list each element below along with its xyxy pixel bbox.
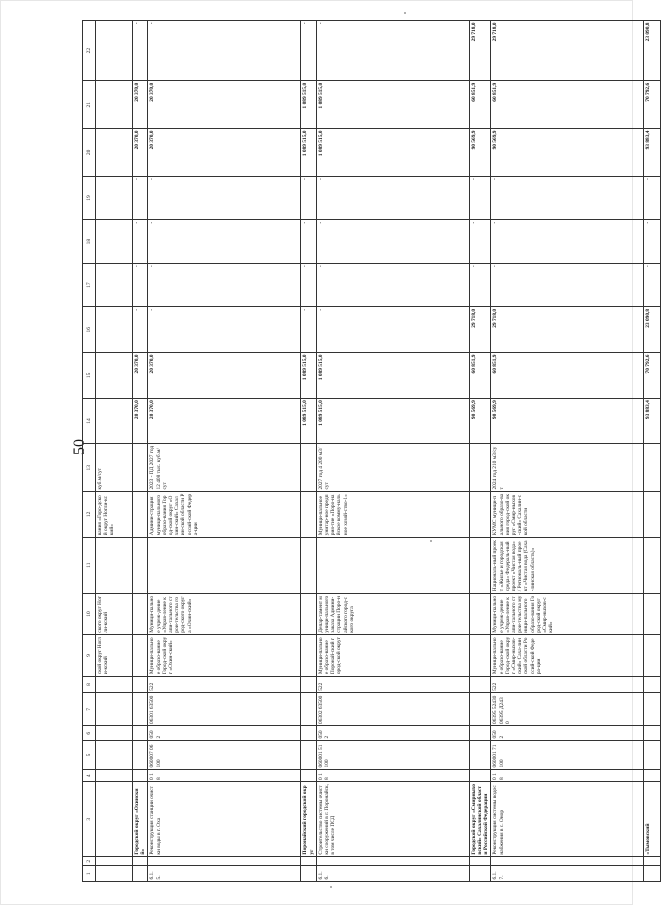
cell-c17: - (301, 263, 316, 307)
column-number: 6 (83, 726, 96, 741)
cell-c17: - (133, 263, 148, 307)
rotated-table-sheet (82, 20, 652, 882)
header-continuation-empty (96, 866, 133, 882)
cell-c3: Реконструкция системы водоснабжения в с. Онор (491, 782, 644, 857)
cell-c18: - (133, 220, 148, 264)
cell-empty (469, 537, 491, 593)
cell-c20: 1 089 515,0 (316, 129, 469, 177)
cell-c21: 1 089 515,0 (301, 81, 316, 129)
cell-c3: Строительство системы очистки сооружений в г. Поронайск, в том числе ПСД (316, 782, 469, 857)
cell-empty (301, 492, 316, 538)
cell-c12: Админи-страция муници-пального образо-вания Город-ской округ «Охин-ский» Сахалин-ской области Россий-ской Федера-ции (148, 492, 301, 538)
cell-c15: 20 370,0 (148, 353, 301, 399)
cell-c22: - (301, 21, 316, 81)
cell-empty (644, 676, 661, 693)
cell-c18: - (148, 220, 301, 264)
column-number: 17 (83, 263, 96, 307)
table-row (148, 21, 301, 882)
cell-c20: 90 569,9 (491, 129, 644, 177)
cell-c14: 93 883,4 (644, 398, 661, 444)
column-number: 8 (83, 676, 96, 693)
cell-c11 (148, 537, 301, 593)
header-continuation-empty (96, 129, 133, 177)
header-continuation-row (96, 21, 133, 882)
cell-empty (301, 593, 316, 634)
cell-empty (301, 635, 316, 676)
cell-empty (469, 635, 491, 676)
cell-c15: 60 851,9 (491, 353, 644, 399)
column-number-row (83, 21, 96, 882)
cell-c21: 60 851,9 (491, 81, 644, 129)
column-number: 1 (83, 866, 96, 882)
cell-c18: - (316, 220, 469, 264)
cell-c21: 20 370,0 (133, 81, 148, 129)
scan-speck (430, 540, 432, 542)
cell-c4: 0 1 8 (316, 770, 469, 782)
cell-c20: 20 370,0 (133, 129, 148, 177)
cell-empty (644, 635, 661, 676)
column-number: 2 (83, 857, 96, 866)
header-continuation-empty (96, 537, 133, 593)
cell-c18: - (469, 220, 491, 264)
cell-c19: - (469, 176, 491, 220)
cell-c12: Муници-пальное унитар-ное предприя-тие «Поро-найское комму-нальное хозяй-ство-1» (316, 492, 469, 538)
cell-c5: 060001 51100 (316, 740, 469, 769)
cell-c15: 1 089 515,0 (301, 353, 316, 399)
cell-c14: 1 089 515,0 (316, 398, 469, 444)
cell-c3: Поронайский городской округ (301, 782, 316, 857)
cell-empty (301, 726, 316, 741)
column-number: 9 (83, 635, 96, 676)
column-number: 21 (83, 81, 96, 129)
cell-c8: 522 (316, 676, 469, 693)
cell-c16: - (316, 307, 469, 353)
cell-c14: 1 089 515,0 (301, 398, 316, 444)
cell-empty (133, 444, 148, 492)
cell-c19: - (301, 176, 316, 220)
page-number: 50 (71, 439, 88, 455)
header-continuation-empty (96, 220, 133, 264)
cell-c9: Муници-пальное образо-вание Город-ской округ «Охин-ский» (148, 635, 301, 676)
cell-empty (133, 676, 148, 693)
header-continuation-empty (96, 263, 133, 307)
cell-c20: 20 370,0 (148, 129, 301, 177)
cell-empty (469, 676, 491, 693)
column-number: 4 (83, 770, 96, 782)
table-rotation-frame (82, 20, 652, 882)
cell-empty (133, 635, 148, 676)
group-total-row (301, 21, 316, 882)
cell-empty (301, 444, 316, 492)
cell-c6: 050 2 (316, 726, 469, 741)
cell-c15: 20 370,0 (133, 353, 148, 399)
cell-c4: 0 1 8 (148, 770, 301, 782)
cell-c9: Муници-пальное образо-вание Город-ской округ «Смир-ныхов-ский» Саха-линской области Россий-ской Федера-ции (491, 635, 644, 676)
header-continuation-empty (96, 770, 133, 782)
cell-c18: - (644, 220, 661, 264)
cell-c12: КУМС муници-пального образо-вания город-ской округ «Смир-ныхов-ский» Сахалин-ской области (491, 492, 644, 538)
cell-empty (133, 866, 148, 882)
cell-c3: Городской округ «Смирныховский» Сахалинской области Российской Федерации (469, 782, 491, 857)
cell-c20: 90 569,9 (469, 129, 491, 177)
cell-c5: 060001 71100 (491, 740, 644, 769)
header-continuation-c10: ского округ Ногли-кский (96, 593, 133, 634)
cell-empty (133, 726, 148, 741)
cell-empty (644, 726, 661, 741)
cell-empty (301, 537, 316, 593)
cell-c10: Муници-пальное учреж-дение «Управ-ление капи-тального строи-тельства муници-пального образо-вания Город-ской округ «Смир-ныхов-ский» (491, 593, 644, 634)
header-continuation-empty (96, 353, 133, 399)
cell-c7: 06301 63500 (148, 693, 301, 726)
column-number: 12 (83, 492, 96, 538)
header-continuation-empty (96, 740, 133, 769)
cell-empty (133, 593, 148, 634)
cell-c13: 2027 год 4 200 м3/сут (316, 444, 469, 492)
cell-c19: - (644, 176, 661, 220)
cell-c15: 1 089 515,0 (316, 353, 469, 399)
cell-c6: 050 2 (491, 726, 644, 741)
cell-empty (644, 593, 661, 634)
cell-empty (644, 537, 661, 593)
cell-c22: 29 718,0 (491, 21, 644, 81)
cell-c22: - (316, 21, 469, 81)
cell-c15: 70 792,6 (644, 353, 661, 399)
scan-speck (330, 886, 332, 888)
cell-c16: 29 718,0 (491, 307, 644, 353)
header-continuation-empty (96, 176, 133, 220)
column-number: 19 (83, 176, 96, 220)
column-number: 16 (83, 307, 96, 353)
group-total-row (133, 21, 148, 882)
cell-empty (316, 857, 469, 866)
cell-empty (469, 492, 491, 538)
cell-c15: 60 851,9 (469, 353, 491, 399)
table-row (491, 21, 644, 882)
cell-empty (133, 740, 148, 769)
cell-c17: - (491, 263, 644, 307)
cell-c22: - (133, 21, 148, 81)
column-number: 10 (83, 593, 96, 634)
cell-c10: Муници-пальное учреж-дение «Управ-ление капи-тального строи-тельства город-ского округа «Охин-ский» (148, 593, 301, 634)
table-body (83, 21, 661, 882)
cell-empty (644, 770, 661, 782)
cell-empty (133, 693, 148, 726)
cell-c11: Националь-ный проект «Жилье и городская среда» Федераль-ный проект «Чистая вода» / Региональ-ный проект «Чистая вода (Саха-линская область)» (491, 537, 644, 593)
column-number: 7 (83, 693, 96, 726)
cell-empty (133, 857, 148, 866)
column-number: 22 (83, 21, 96, 81)
cell-c21: 70 792,6 (644, 81, 661, 129)
cell-c19: - (491, 176, 644, 220)
cell-c14: 20 370,0 (148, 398, 301, 444)
cell-c20: 1 089 515,0 (301, 129, 316, 177)
cell-empty (133, 537, 148, 593)
cell-c16: - (133, 307, 148, 353)
cell-c3: Городской округ «Охинский» (133, 782, 148, 857)
cell-c3: «Тымовский (644, 782, 661, 857)
header-continuation-empty (96, 726, 133, 741)
cell-empty (491, 857, 644, 866)
cell-c13: 2023 - ПД 2027 год 12 408 тыс. куб.м/сут (148, 444, 301, 492)
cell-c19: - (148, 176, 301, 220)
cell-empty (644, 857, 661, 866)
cell-empty (644, 444, 661, 492)
header-continuation-empty (96, 398, 133, 444)
cell-c7: 06302 63500 (316, 693, 469, 726)
cell-empty (133, 492, 148, 538)
header-continuation-empty (96, 857, 133, 866)
cell-empty (469, 857, 491, 866)
table-row (316, 21, 469, 882)
cell-empty (469, 593, 491, 634)
cell-c18: - (491, 220, 644, 264)
cell-empty (469, 770, 491, 782)
cell-c17: - (148, 263, 301, 307)
cell-c19: - (316, 176, 469, 220)
header-continuation-empty (96, 81, 133, 129)
header-continuation-empty (96, 693, 133, 726)
header-continuation-c9: ской округ Ногли-кский (96, 635, 133, 676)
cell-c1: 6.1.6. (316, 866, 469, 882)
cell-c16: - (301, 307, 316, 353)
cell-c22: 29 718,0 (469, 21, 491, 81)
cell-c21: 20 370,0 (148, 81, 301, 129)
cell-empty (148, 857, 301, 866)
cell-empty (301, 866, 316, 882)
cell-empty (301, 770, 316, 782)
cell-empty (644, 740, 661, 769)
column-number: 13 (83, 444, 96, 492)
header-continuation-c13: куб.м/сут (96, 444, 133, 492)
header-continuation-empty (96, 782, 133, 857)
cell-empty (301, 740, 316, 769)
cell-c8: 522 (491, 676, 644, 693)
column-number: 15 (83, 353, 96, 399)
cell-empty (469, 693, 491, 726)
cell-c8: 522 (148, 676, 301, 693)
cell-c5: 060007 06100 (148, 740, 301, 769)
cell-c14: 90 569,9 (491, 398, 644, 444)
group-total-row (644, 21, 661, 882)
group-total-row (469, 21, 491, 882)
column-number: 11 (83, 537, 96, 593)
cell-empty (469, 866, 491, 882)
cell-empty (301, 676, 316, 693)
cell-c16: 23 090,8 (644, 307, 661, 353)
cell-empty (644, 866, 661, 882)
column-number: 18 (83, 220, 96, 264)
scan-speck (404, 12, 406, 14)
header-continuation-empty (96, 307, 133, 353)
column-number: 14 (83, 398, 96, 444)
cell-c9: Муници-пальное образо-вание Поронай-ский город-ской округ (316, 635, 469, 676)
cell-c21: 60 851,9 (469, 81, 491, 129)
cell-c16: 29 718,0 (469, 307, 491, 353)
cell-empty (644, 693, 661, 726)
cell-empty (469, 444, 491, 492)
cell-empty (469, 740, 491, 769)
header-continuation-empty (96, 21, 133, 81)
cell-c22: 23 090,8 (644, 21, 661, 81)
cell-c1: 6.1.5. (148, 866, 301, 882)
cell-c17: - (469, 263, 491, 307)
cell-empty (301, 693, 316, 726)
cell-empty (469, 726, 491, 741)
cell-c16: - (148, 307, 301, 353)
cell-c1: 6.1.7. (491, 866, 644, 882)
cell-empty (301, 857, 316, 866)
column-number: 20 (83, 129, 96, 177)
cell-c20: 93 883,4 (644, 129, 661, 177)
cell-empty (133, 770, 148, 782)
investment-table (82, 20, 661, 882)
cell-c4: 0 1 8 (491, 770, 644, 782)
cell-c18: - (301, 220, 316, 264)
cell-c11 (316, 537, 469, 593)
cell-c3: Реконструкция станции очистки воды в г. Оха (148, 782, 301, 857)
cell-c14: 90 569,9 (469, 398, 491, 444)
cell-c17: - (316, 263, 469, 307)
cell-c6: 050 2 (148, 726, 301, 741)
column-number: 5 (83, 740, 96, 769)
cell-empty (644, 492, 661, 538)
cell-c10: Депар-тамент муници-пального заказа Админи-страции Поро-найского город-ского округа (316, 593, 469, 634)
cell-c22: - (148, 21, 301, 81)
cell-c21: 1 089 515,0 (316, 81, 469, 129)
cell-c13: 2024 год 210 м3/сут (491, 444, 644, 492)
cell-c19: - (133, 176, 148, 220)
header-continuation-empty (96, 676, 133, 693)
column-number: 3 (83, 782, 96, 857)
cell-c17: - (644, 263, 661, 307)
cell-c14: 20 370,0 (133, 398, 148, 444)
cell-c7: 06395 52430 06395 Д2430 (491, 693, 644, 726)
header-continuation-c12: вания «Горо-дской округ Ногли-кский» (96, 492, 133, 538)
